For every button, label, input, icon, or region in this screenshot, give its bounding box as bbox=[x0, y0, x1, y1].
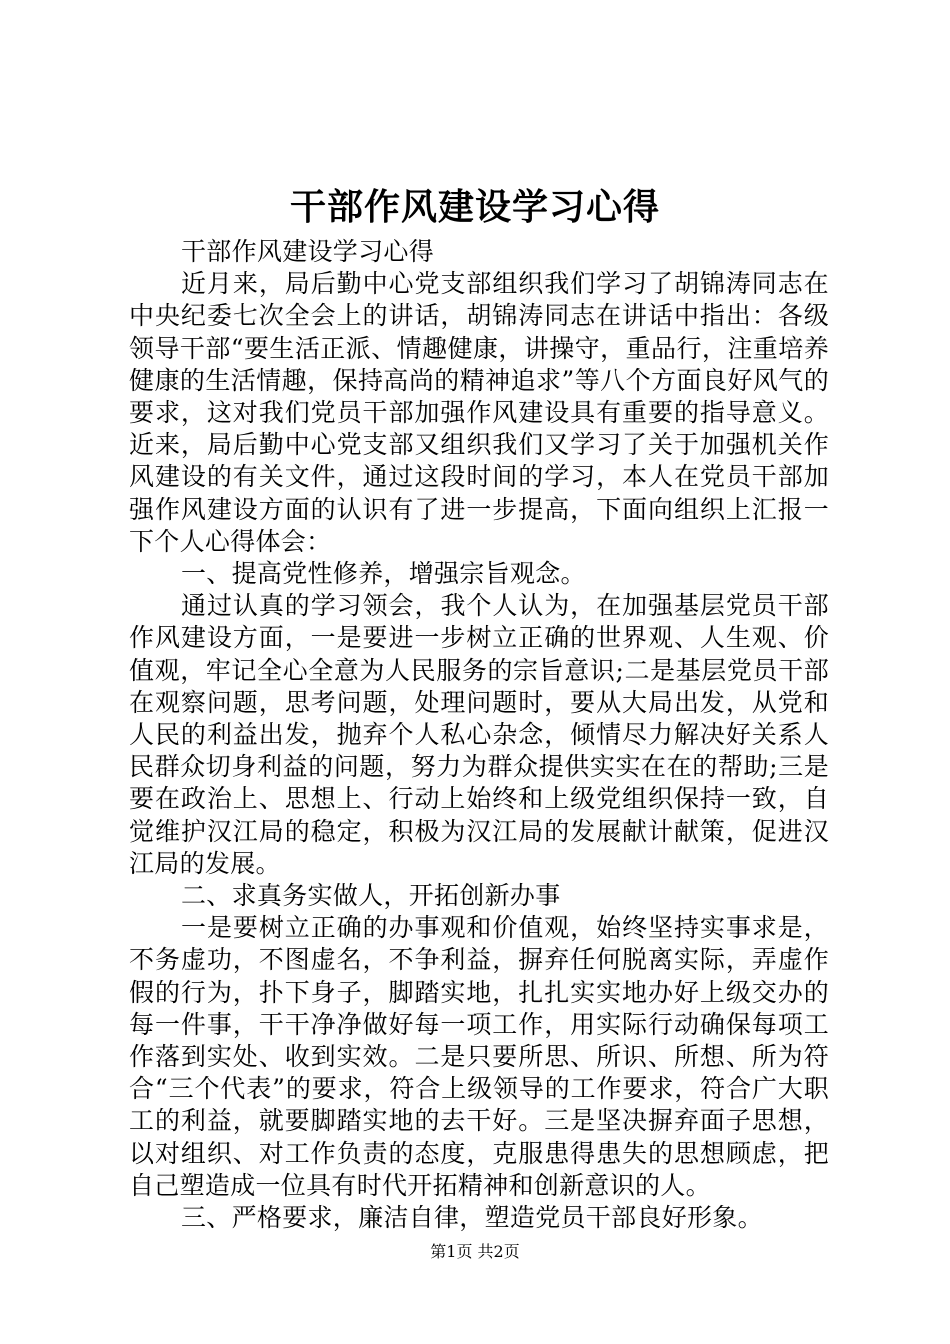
section-heading-3: 三、严格要求，廉洁自律，塑造党员干部良好形象。 bbox=[181, 1203, 763, 1233]
paragraph-section-2: 一是要树立正确的办事观和价值观，始终坚持实事求是，不务虚功，不图虚名，不争利益，摒弃任何脱离实际，弄虚作假的行为，扑下身子，脚踏实地，扎扎实实地办好上级交办的每一件事，干干净净做好每一项工作，用实际行动确保每项工作落到实处、收到实效。二是只要所思、所识、所想、所为符合“三个代表”的要求，符合上级领导的工作要求，符合广大职工的利益，就要脚踏实地的去干好。三是坚决摒弃面子思想，以对组织、对工作负责的态度，克服患得患失的思想顾虑，把自己塑造成一位具有时代开拓精神和创新意识的人。 bbox=[129, 913, 829, 1200]
section-heading-1: 一、提高党性修养，增强宗旨观念。 bbox=[181, 559, 586, 589]
document-body bbox=[129, 236, 829, 1234]
section-heading-2: 二、求真务实做人，开拓创新办事 bbox=[181, 881, 561, 911]
paragraph-intro: 近月来，局后勤中心党支部组织我们学习了胡锦涛同志在中央纪委七次全会上的讲话，胡锦涛同志在讲话中指出：各级领导干部“要生活正派、情趣健康，讲操守，重品行，注重培养健康的生活情趣，保持高尚的精神追求”等八个方面良好风气的要求，这对我们党员干部加强作风建设具有重要的指导意义。近来，局后勤中心党支部又组织我们又学习了关于加强机关作风建设的有关文件，通过这段时间的学习，本人在党员干部加强作风建设方面的认识有了进一步提高，下面向组织上汇报一下个人心得体会： bbox=[129, 269, 829, 556]
page-footer: 第1页 共2页 bbox=[430, 1242, 520, 1261]
paragraph-subtitle: 干部作风建设学习心得 bbox=[181, 237, 435, 266]
document-title: 干部作风建设学习心得 bbox=[289, 187, 660, 228]
paragraph-section-1: 通过认真的学习领会，我个人认为，在加强基层党员干部作风建设方面，一是要进一步树立正确的世界观、人生观、价值观，牢记全心全意为人民服务的宗旨意识;二是基层党员干部在观察问题，思考问题，处理问题时，要从大局出发，从党和人民的利益出发，抛弃个人私心杂念，倾情尽力解决好关系人民群众切身利益的问题，努力为群众提供实实在在的帮助;三是要在政治上、思想上、行动上始终和上级党组织保持一致，自觉维护汉江局的稳定，积极为汉江局的发展献计献策，促进汉江局的发展。 bbox=[129, 591, 829, 878]
